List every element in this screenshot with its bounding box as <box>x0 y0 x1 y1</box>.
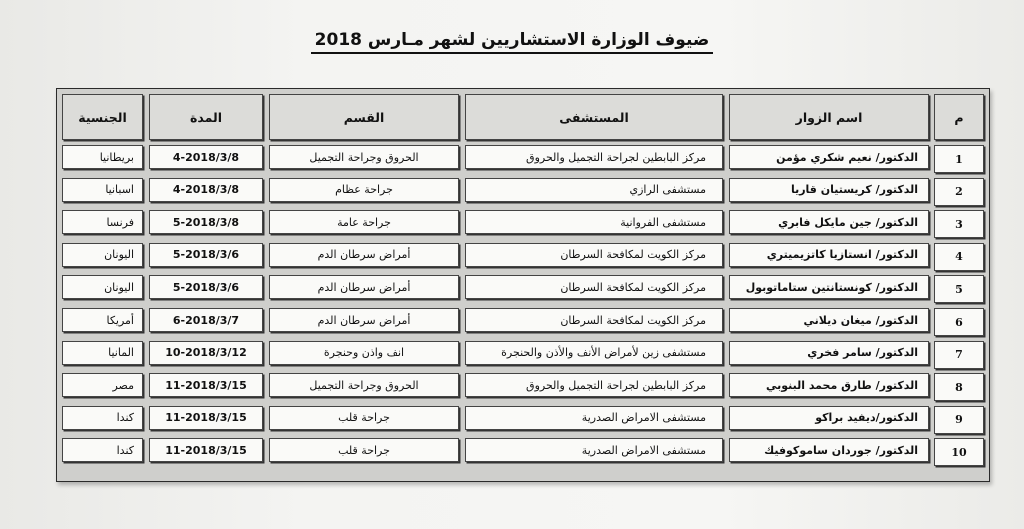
row-num: 9 <box>934 406 984 434</box>
table-row <box>57 178 989 202</box>
row-nationality: مصر <box>62 373 143 397</box>
header-hospital: المستشفى <box>465 94 723 140</box>
header-department: القسم <box>269 94 459 140</box>
row-num: 3 <box>934 210 984 238</box>
row-visitor-name: الدكتور/ ميغان ديلاني <box>729 308 929 332</box>
table-header-row <box>57 94 989 141</box>
row-department: أمراض سرطان الدم <box>269 275 459 299</box>
table-row <box>57 145 989 169</box>
row-nationality: كندا <box>62 438 143 462</box>
row-num: 5 <box>934 275 984 303</box>
row-duration: 11-2018/3/15 <box>149 406 263 430</box>
row-hospital: مركز البابطين لجراحة التجميل والحروق <box>465 373 723 397</box>
row-hospital: مركز الكويت لمكافحة السرطان <box>465 275 723 299</box>
row-duration: 11-2018/3/15 <box>149 438 263 462</box>
row-hospital: مركز البابطين لجراحة التجميل والحروق <box>465 145 723 169</box>
row-duration: 5-2018/3/8 <box>149 210 263 234</box>
row-nationality: اليونان <box>62 275 143 299</box>
row-visitor-name: الدكتور/ انستازيا كاتزيميتري <box>729 243 929 267</box>
row-department: الحروق وجراحة التجميل <box>269 373 459 397</box>
row-department: الحروق وجراحة التجميل <box>269 145 459 169</box>
row-hospital: مستشفى الرازي <box>465 178 723 202</box>
row-nationality: بريطانيا <box>62 145 143 169</box>
row-hospital: مركز الكويت لمكافحة السرطان <box>465 308 723 332</box>
row-visitor-name: الدكتور/ نعيم شكري مؤمن <box>729 145 929 169</box>
row-department: أمراض سرطان الدم <box>269 243 459 267</box>
document-title <box>0 30 1024 50</box>
table-row <box>57 438 989 462</box>
header-num: م <box>934 94 984 140</box>
document-title-text: ضيوف الوزارة الاستشاريين لشهر مـارس 2018 <box>311 30 714 54</box>
table-row <box>57 373 989 397</box>
row-duration: 10-2018/3/12 <box>149 341 263 365</box>
row-num: 7 <box>934 341 984 369</box>
row-num: 8 <box>934 373 984 401</box>
row-department: جراحة قلب <box>269 438 459 462</box>
row-nationality: المانيا <box>62 341 143 365</box>
row-nationality: اليونان <box>62 243 143 267</box>
row-hospital: مستشفى الامراض الصدرية <box>465 406 723 430</box>
row-hospital: مستشفى الامراض الصدرية <box>465 438 723 462</box>
row-duration: 5-2018/3/6 <box>149 275 263 299</box>
row-duration: 6-2018/3/7 <box>149 308 263 332</box>
row-num: 2 <box>934 178 984 206</box>
row-visitor-name: الدكتور/ جين مايكل فابري <box>729 210 929 234</box>
row-nationality: أمريكا <box>62 308 143 332</box>
row-visitor-name: الدكتور/ طارق محمد البنوبي <box>729 373 929 397</box>
row-num: 4 <box>934 243 984 271</box>
visitors-table <box>56 88 990 482</box>
row-department: جراحة عظام <box>269 178 459 202</box>
table-row <box>57 243 989 267</box>
row-num: 1 <box>934 145 984 173</box>
header-name: اسم الزوار <box>729 94 929 140</box>
row-visitor-name: الدكتور/ كونستانتين ستاماتوبول <box>729 275 929 299</box>
row-hospital: مستشفى الفروانية <box>465 210 723 234</box>
row-department: أمراض سرطان الدم <box>269 308 459 332</box>
row-duration: 11-2018/3/15 <box>149 373 263 397</box>
table-row <box>57 308 989 332</box>
table-row <box>57 275 989 299</box>
row-num: 6 <box>934 308 984 336</box>
row-visitor-name: الدكتور/ديفيد براكو <box>729 406 929 430</box>
row-nationality: كندا <box>62 406 143 430</box>
row-department: جراحة عامة <box>269 210 459 234</box>
row-duration: 5-2018/3/6 <box>149 243 263 267</box>
header-nationality: الجنسية <box>62 94 143 140</box>
table-row <box>57 210 989 234</box>
row-visitor-name: الدكتور/ جوردان ساموكوفيك <box>729 438 929 462</box>
row-num: 10 <box>934 438 984 466</box>
table-row <box>57 341 989 365</box>
row-hospital: مستشفى زين لأمراض الأنف والأذن والحنجرة <box>465 341 723 365</box>
row-duration: 4-2018/3/8 <box>149 178 263 202</box>
row-duration: 4-2018/3/8 <box>149 145 263 169</box>
row-department: جراحة قلب <box>269 406 459 430</box>
header-duration: المدة <box>149 94 263 140</box>
row-nationality: فرنسا <box>62 210 143 234</box>
table-row <box>57 406 989 430</box>
row-nationality: اسبانيا <box>62 178 143 202</box>
row-department: انف واذن وحنجرة <box>269 341 459 365</box>
row-visitor-name: الدكتور/ سامر فخري <box>729 341 929 365</box>
row-visitor-name: الدكتور/ كريستيان قاريا <box>729 178 929 202</box>
row-hospital: مركز الكويت لمكافحة السرطان <box>465 243 723 267</box>
